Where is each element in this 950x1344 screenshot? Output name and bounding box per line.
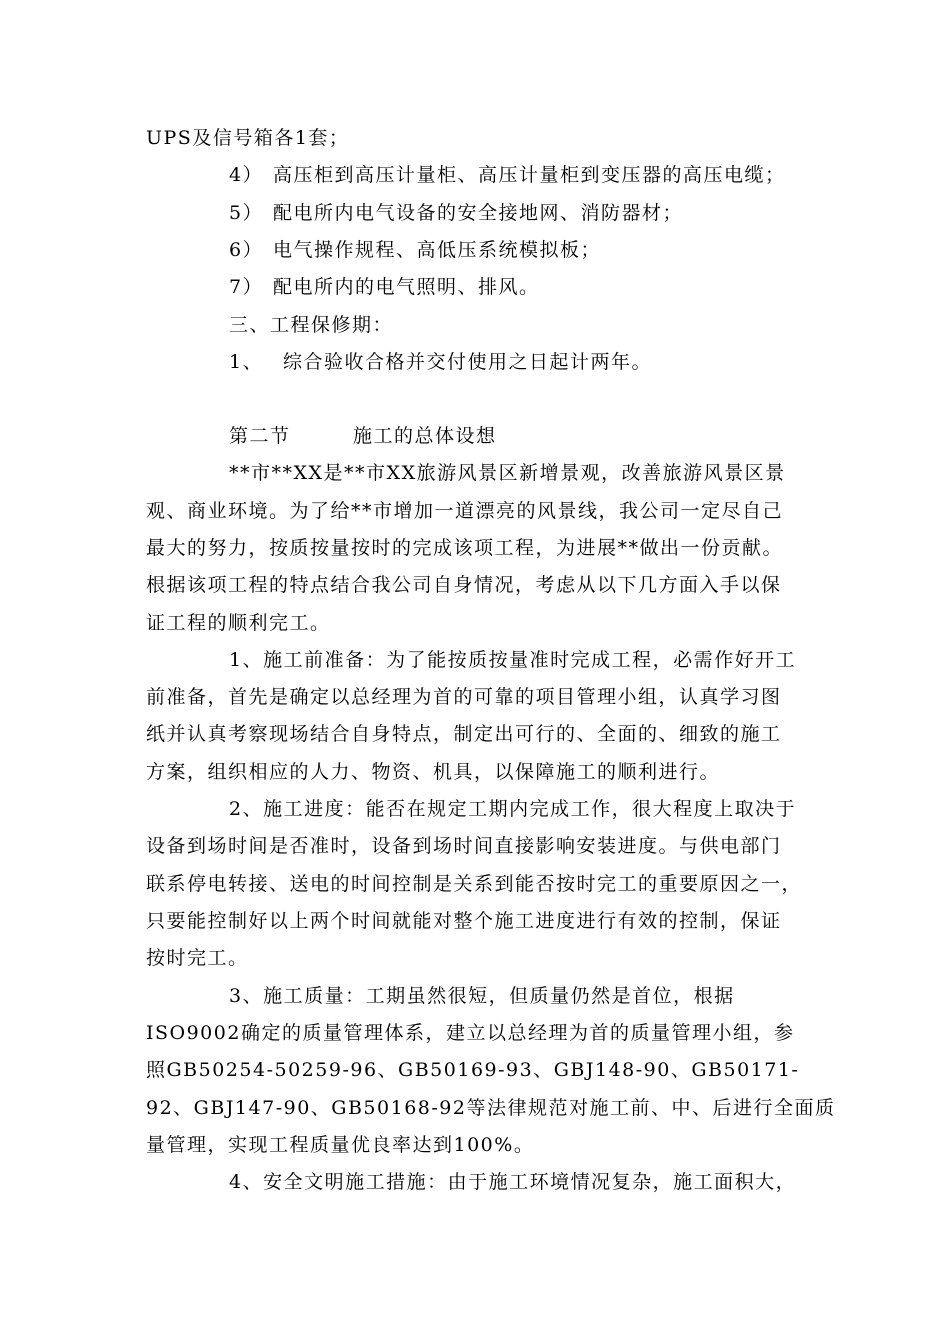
section-title: 施工的总体设想	[353, 425, 497, 447]
list-item-number: 6）	[229, 239, 264, 261]
warranty-heading: 三、工程保修期：	[229, 314, 394, 336]
warranty-item	[229, 350, 652, 374]
list-item-number: 7）	[229, 276, 264, 298]
list-item	[229, 163, 786, 187]
paragraph-line: 按时完工。	[146, 947, 249, 969]
paragraph-line: 3、施工质量：工期虽然很短，但质量仍然是首位，根据	[229, 985, 735, 1007]
paragraph-line: 只要能控制好以上两个时间就能对整个施工进度进行有效的控制，保证	[146, 910, 782, 932]
paragraph-line: 2、施工进度：能否在规定工期内完成工作，很大程度上取决于	[229, 798, 797, 820]
list-item	[229, 201, 683, 225]
intro-line: **市**XX是**市XX旅游风景区新增景观，改善旅游风景区景	[229, 462, 786, 484]
list-item-text: 配电所内电气设备的安全接地网、消防器材；	[273, 202, 684, 224]
paragraph-line: 量管理，实现工程质量优良率达到100%。	[146, 1134, 535, 1156]
paragraph-line: 前准备，首先是确定以总经理为首的可靠的项目管理小组，认真学习图	[146, 686, 782, 708]
continuation-line: UPS及信号箱各1套；	[146, 127, 350, 149]
list-item	[229, 238, 601, 262]
paragraph-line: 纸并认真考察现场结合自身特点，制定出可行的、全面的、细致的施工	[146, 723, 782, 745]
list-item-text: 配电所内的电气照明、排风。	[273, 276, 540, 298]
list-item-number: 5）	[229, 202, 264, 224]
warranty-item-text: 综合验收合格并交付使用之日起计两年。	[283, 351, 653, 373]
paragraph-line: 照GB50254-50259-96、GB50169-93、GBJ148-90、GB50171-	[146, 1059, 800, 1081]
list-item-number: 4）	[229, 164, 264, 186]
intro-line: 观、商业环境。为了给**市增加一道漂亮的风景线，我公司一定尽自己	[146, 500, 784, 522]
paragraph-line: 1、施工前准备：为了能按质按量准时完成工程，必需作好开工	[229, 649, 797, 671]
warranty-item-number: 1、	[229, 351, 264, 373]
section-heading	[229, 424, 497, 448]
intro-line: 最大的努力，按质按量按时的完成该项工程，为进展**做出一份贡献。	[146, 537, 784, 559]
paragraph-line: 4、安全文明施工措施：由于施工环境情况复杂，施工面积大，	[229, 1171, 797, 1193]
list-item	[229, 275, 540, 299]
paragraph-line: 联系停电转接、送电的时间控制是关系到能否按时完工的重要原因之一，	[146, 873, 803, 895]
list-item-text: 电气操作规程、高低压系统模拟板；	[273, 239, 602, 261]
paragraph-line: 92、GBJ147-90、GB50168-92等法律规范对施工前、中、后进行全面质	[146, 1097, 836, 1119]
list-item-text: 高压柜到高压计量柜、高压计量柜到变压器的高压电缆；	[273, 164, 786, 186]
section-number: 第二节	[229, 425, 291, 447]
paragraph-line: 设备到场时间是否准时，设备到场时间直接影响安装进度。与供电部门	[146, 835, 782, 857]
intro-line: 证工程的顺利完工。	[146, 612, 331, 634]
paragraph-line: ISO9002确定的质量管理体系，建立以总经理为首的质量管理小组，参	[146, 1022, 795, 1044]
paragraph-line: 方案，组织相应的人力、物资、机具，以保障施工的顺利进行。	[146, 761, 721, 783]
intro-line: 根据该项工程的特点结合我公司自身情况，考虑从以下几方面入手以保	[146, 574, 782, 596]
